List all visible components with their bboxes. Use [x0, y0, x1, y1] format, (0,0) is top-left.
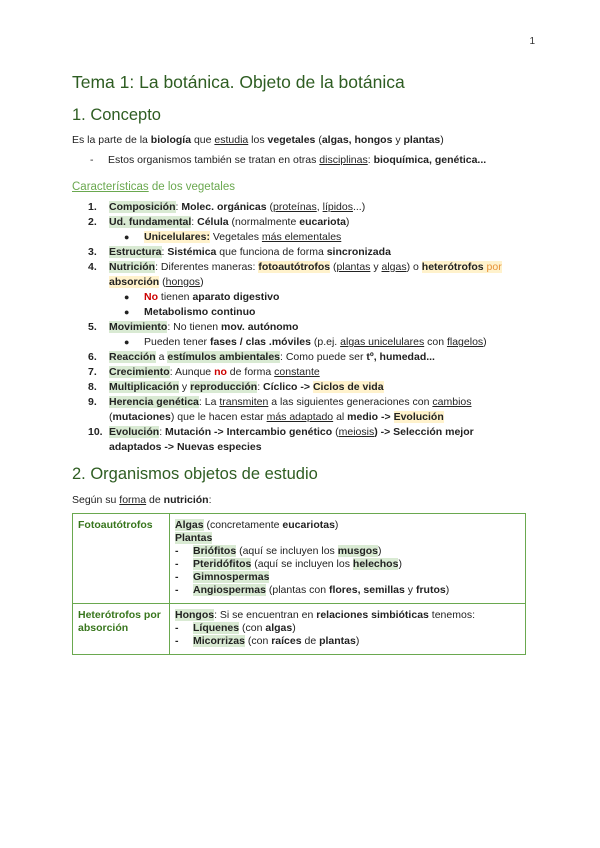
list-item: 2. Ud. fundamental: Célula (normalmente eucariota)	[88, 216, 350, 228]
sub-list-item: ● Metabolismo continuo	[124, 306, 256, 318]
sub-list-item: ● No tienen aparato digestivo	[124, 291, 280, 303]
table-cell-value: Hongos: Si se encuentran en relaciones simbióticas tenemos: - Líquenes (con algas) - Micorrizas (con raíces de plantas)	[170, 604, 526, 655]
list-item: 1. Composición: Molec. orgánicas (proteínas, lípidos...)	[88, 201, 366, 213]
table-row	[73, 604, 526, 655]
list-item: 7. Crecimiento: Aunque no de forma constante	[88, 366, 320, 378]
page-title: Tema 1: La botánica. Objeto de la botánica	[72, 72, 405, 92]
list-item: 3. Estructura: Sistémica que funciona de forma sincronizada	[88, 246, 391, 258]
concept-paragraph: Es la parte de la biología que estudia los vegetales (algas, hongos y plantas)	[72, 134, 444, 146]
sub-list-item: ● Pueden tener fases / clas .móviles (p.ej. algas unicelulares con flagelos)	[124, 336, 487, 348]
characteristics-heading: Características de los vegetales	[72, 181, 235, 193]
table-row	[73, 514, 526, 604]
nutrition-intro: Según su forma de nutrición:	[72, 494, 212, 506]
section-heading-organismos: 2. Organismos objetos de estudio	[72, 465, 318, 483]
list-item: 9. Herencia genética: La transmiten a las siguientes generaciones con cambios (mutaciones) que le hacen estar más adaptado al medio -> Evolución	[88, 396, 472, 423]
page-number: 1	[529, 36, 535, 47]
list-item: 4. Nutrición: Diferentes maneras: fotoautótrofos (plantas y algas) o heterótrofos por absorción (hongos)	[88, 261, 502, 288]
table-cell-key: Heterótrofos por absorción	[73, 604, 170, 655]
list-item: 5. Movimiento: No tienen mov. autónomo	[88, 321, 299, 333]
sub-list-item: ● Unicelulares: Vegetales más elementales	[124, 231, 342, 243]
organisms-table	[72, 513, 526, 655]
section-heading-concepto: 1. Concepto	[72, 106, 161, 124]
list-item: 8. Multiplicación y reproducción: Cíclico -> Ciclos de vida	[88, 381, 384, 393]
characteristics-list	[88, 200, 528, 455]
list-item: 10. Evolución: Mutación -> Intercambio genético (meiosis) -> Selección mejor adaptados -> Nuevas especies	[88, 426, 474, 453]
table-cell-key: Fotoautótrofos	[73, 514, 170, 604]
concept-dash-item: - Estos organismos también se tratan en otras disciplinas: bioquímica, genética...	[90, 154, 487, 166]
table-cell-value: Algas (concretamente eucariotas) Plantas - Briófitos (aquí se incluyen los musgos) - Pteridófitos (aquí se incluyen los helechos) - Gimnospermas - Angiospermas (plantas con flores, semillas y frutos)	[170, 514, 526, 604]
list-item: 6. Reacción a estímulos ambientales: Como puede ser tº, humedad...	[88, 351, 435, 363]
